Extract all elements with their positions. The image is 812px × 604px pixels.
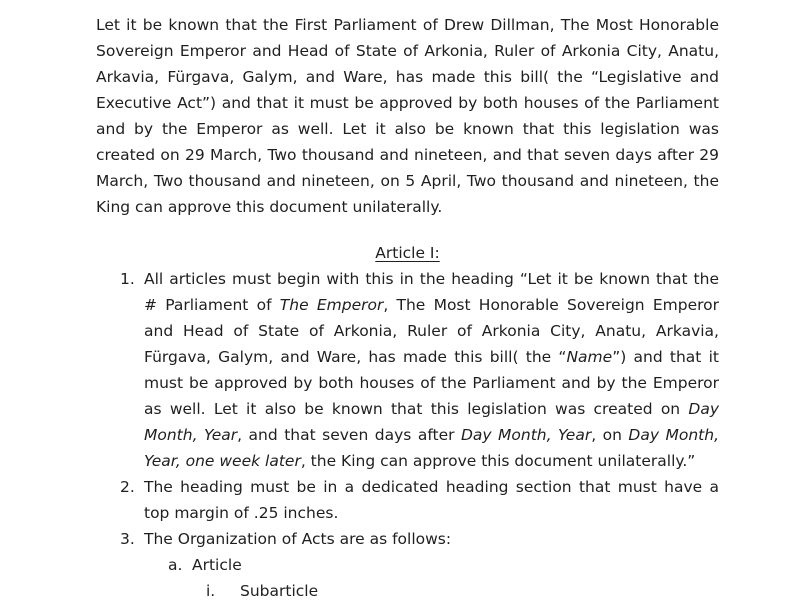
document-page [96, 12, 719, 604]
list-item-2 [96, 474, 719, 526]
article-heading [96, 240, 719, 266]
italic-segment: Day Month, Year [144, 400, 719, 444]
sub-item-label: Subarticle [240, 582, 319, 600]
italic-segment: Day Month, Year, one week later [144, 426, 719, 470]
list-item-text: The heading must be in a dedicated heading section that must have a top margin of .25 inches. [144, 478, 719, 522]
list-number: 3. [120, 530, 135, 548]
article-list [96, 266, 719, 552]
list-item-3 [96, 526, 719, 552]
text-segment: , The Most Honorable Sovereign Emperor and Head of State of Arkonia, Ruler of Arkonia City, Anatu, Arkavia, Fürgava, Galym, and Ware, has made this bill( the “ [144, 296, 719, 366]
sub-item-subarticle [96, 578, 719, 604]
sub-item-marker: a. [168, 556, 183, 574]
list-number: 2. [120, 478, 135, 496]
italic-segment: Day Month, Year [460, 426, 592, 444]
italic-segment: The Emperor [279, 296, 384, 314]
italic-segment: Name [566, 348, 613, 366]
intro-paragraph: Let it be known that the First Parliament of Drew Dillman, The Most Honorable Sovereign Emperor and Head of State of Arkonia, Ruler of Arkonia City, Anatu, Arkavia, Fürgava, Galym, and Ware, has made this bill( the “Legislative and Executive Act”) and that it must be approved by both houses of the Parliament and by the Emperor as well. Let it also be known that this legislation was created on 29 March, Two thousand and nineteen, and that seven days after 29 March, Two thousand and nineteen, on 5 April, Two thousand and nineteen, the King can approve this document unilaterally. [96, 16, 719, 216]
sub-item-marker: i. [206, 582, 216, 600]
sub-item-label: Article [192, 556, 242, 574]
sub-item-article [96, 552, 719, 578]
text-segment: , the King can approve this document unilaterally.” [300, 452, 696, 470]
list-item-text [144, 270, 719, 470]
list-item-text: The Organization of Acts are as follows: [144, 530, 452, 548]
list-number: 1. [120, 270, 135, 288]
text-segment: , on [591, 426, 629, 444]
text-segment: All articles must begin with this in the heading “Let it be known that the # Parliament of [144, 270, 719, 314]
article-heading-text: Article I: [375, 244, 440, 262]
list-item-1 [96, 266, 719, 474]
text-segment: , and that seven days after [237, 426, 461, 444]
text-segment: ”) and that it must be approved by both houses of the Parliament and by the Emperor as well. Let it also be known that this legislation was created on [144, 348, 719, 418]
